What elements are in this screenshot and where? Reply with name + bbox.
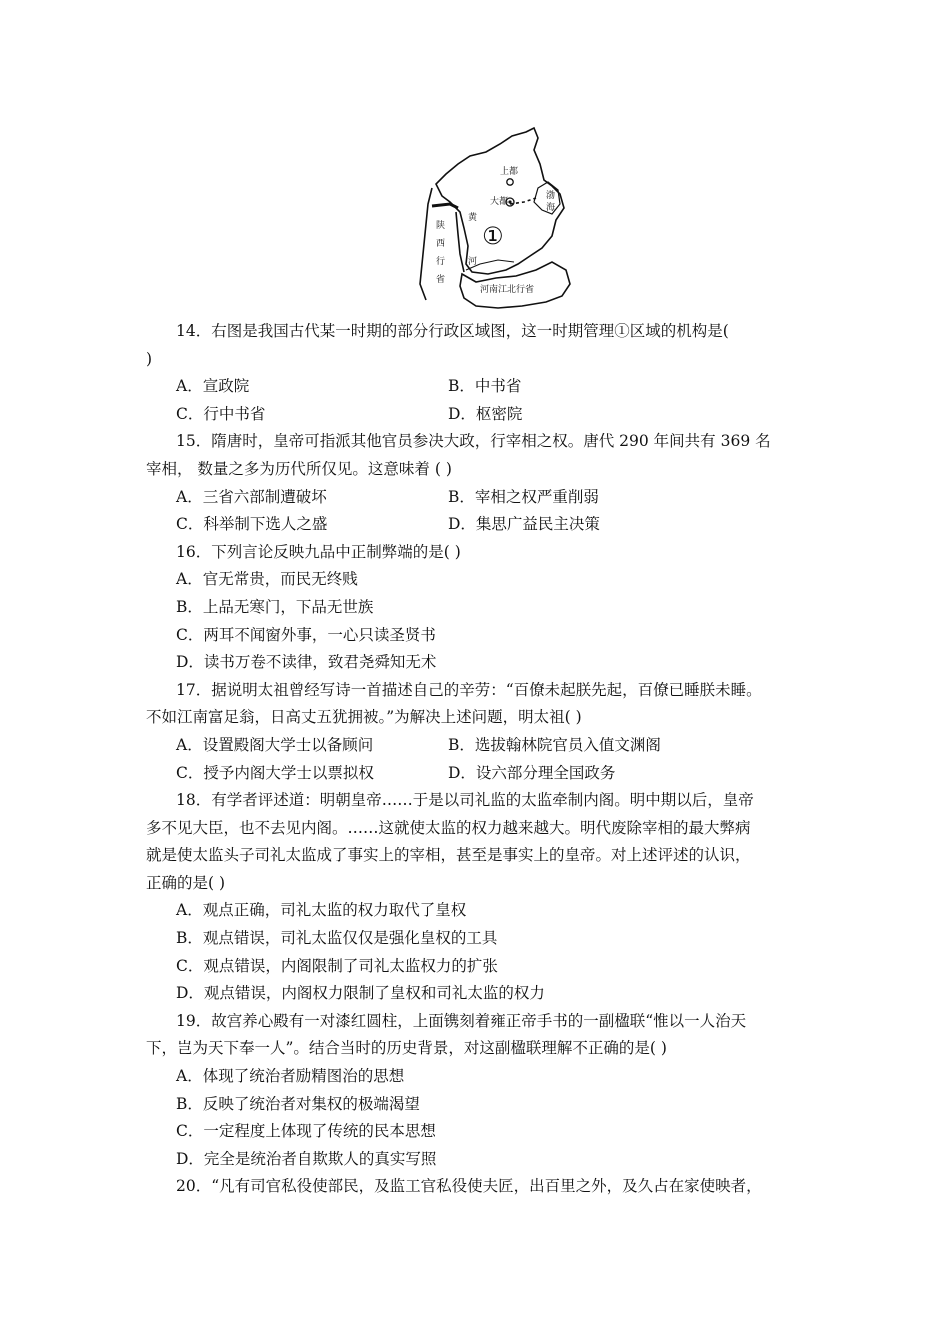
question-stem: 18．有学者评述道：明朝皇帝……于是以司礼监的太监牵制内阁。明中期以后，皇帝 [176, 791, 754, 810]
question-stem: 正确的是( ) [146, 873, 226, 892]
question-18 [146, 787, 822, 1008]
question-stem: 就是使太监头子司礼太监成了事实上的宰相，甚至是事实上的皇帝。对上述评述的认识， [146, 846, 751, 865]
option-row [146, 484, 822, 512]
question-stem: 19．故宫养心殿有一对漆红圆柱，上面镌刻着雍正帝手书的一副楹联“惟以一人治天 [176, 1011, 747, 1030]
question-15 [146, 428, 822, 538]
option-c: C．行中书省 [176, 404, 266, 423]
map-label-bohai-1: 渤 [546, 191, 556, 201]
option-c: C．授予内阁大学士以票拟权 [176, 763, 374, 782]
question-stem: ) [146, 349, 153, 368]
shangdu-marker [507, 179, 513, 185]
question-stem: 20．“凡有司官私役使部民，及监工官私役使夫匠，出百里之外，及久占在家使映者， [176, 1177, 762, 1196]
question-19 [146, 1008, 822, 1174]
question-stem: 不如江南富足翁，日高丈五犹拥被。”为解决上述问题，明太祖( ) [146, 708, 582, 727]
option-d: D．设六部分理全国政务 [448, 763, 616, 782]
map-label-shaanxi-1: 陕 [436, 221, 446, 231]
question-stem: 下，岂为天下奉一人”。结合当时的历史背景，对这副楹联理解不正确的是( ) [146, 1039, 667, 1058]
question-stem: 宰相， 数量之多为历代所仅见。这意味着 ( ) [146, 459, 452, 478]
option-b: B．宰相之权严重削弱 [448, 487, 599, 506]
option-row [146, 373, 822, 401]
option-d: D．观点错误，内阁权力限制了皇权和司礼太监的权力 [176, 984, 545, 1003]
administrative-region-map [406, 124, 574, 314]
map-label-huang: 黄 [468, 213, 478, 223]
option-row [146, 401, 822, 429]
question-16 [146, 539, 822, 677]
map-label-bohai-2: 海 [546, 203, 556, 213]
map-label-shaanxi-3: 行 [436, 257, 446, 267]
map-region-marker: ① [482, 222, 504, 250]
question-list [146, 318, 822, 1201]
option-c: C．一定程度上体现了传统的民本思想 [176, 1122, 436, 1141]
option-a: A．三省六部制遭破坏 [176, 487, 327, 506]
map-label-dadu: 大都 [490, 197, 509, 207]
option-c: C．科举制下选人之盛 [176, 515, 328, 534]
question-14 [146, 318, 822, 428]
option-c: C．两耳不闻窗外事，一心只读圣贤书 [176, 625, 436, 644]
option-c: C．观点错误，内阁限制了司礼太监权力的扩张 [176, 956, 498, 975]
option-b: B．观点错误，司礼太监仅仅是强化皇权的工具 [176, 929, 498, 948]
question-stem: 17．据说明太祖曾经写诗一首描述自己的辛劳：“百僚未起朕先起，百僚已睡朕未睡。 [176, 680, 762, 699]
map-label-henan: 河南江北行省 [480, 285, 535, 295]
map-label-shaanxi-2: 西 [436, 239, 446, 249]
map-label-shangdu: 上都 [500, 167, 519, 177]
option-a: A．官无常贵，而民无终贱 [176, 570, 358, 589]
map-label-he: 河 [468, 257, 478, 267]
option-b: B．选拔翰林院官员入值文渊阁 [448, 735, 661, 754]
option-a: A．宣政院 [176, 377, 250, 396]
option-d: D．读书万卷不读律，致君尧舜知无术 [176, 653, 437, 672]
question-20 [146, 1173, 822, 1201]
option-d: D．枢密院 [448, 404, 523, 423]
map-label-shaanxi-4: 省 [436, 275, 446, 285]
option-a: A．设置殿阁大学士以备顾问 [176, 735, 374, 754]
question-17 [146, 677, 822, 787]
option-a: A．体现了统治者励精图治的思想 [176, 1067, 405, 1086]
question-stem: 多不见大臣，也不去见内阁。……这就使太监的权力越来越大。明代废除宰相的最大弊病 [146, 818, 751, 837]
question-stem: 16．下列言论反映九品中正制弊端的是( ) [176, 542, 461, 561]
option-d: D．完全是统治者自欺欺人的真实写照 [176, 1149, 437, 1168]
option-b: B．中书省 [448, 377, 522, 396]
option-b: B．反映了统治者对集权的极端渴望 [176, 1094, 420, 1113]
question-stem: 15．隋唐时，皇帝可指派其他官员参决大政，行宰相之权。唐代 290 年间共有 369 名 [176, 432, 771, 451]
option-row [146, 732, 822, 760]
option-a: A．观点正确，司礼太监的权力取代了皇权 [176, 901, 467, 920]
option-row [146, 511, 822, 539]
option-b: B．上品无寒门，下品无世族 [176, 597, 374, 616]
option-d: D．集思广益民主决策 [448, 515, 600, 534]
option-row [146, 760, 822, 788]
question-stem: 14．右图是我国古代某一时期的部分行政区域图，这一时期管理①区域的机构是( [176, 322, 729, 340]
